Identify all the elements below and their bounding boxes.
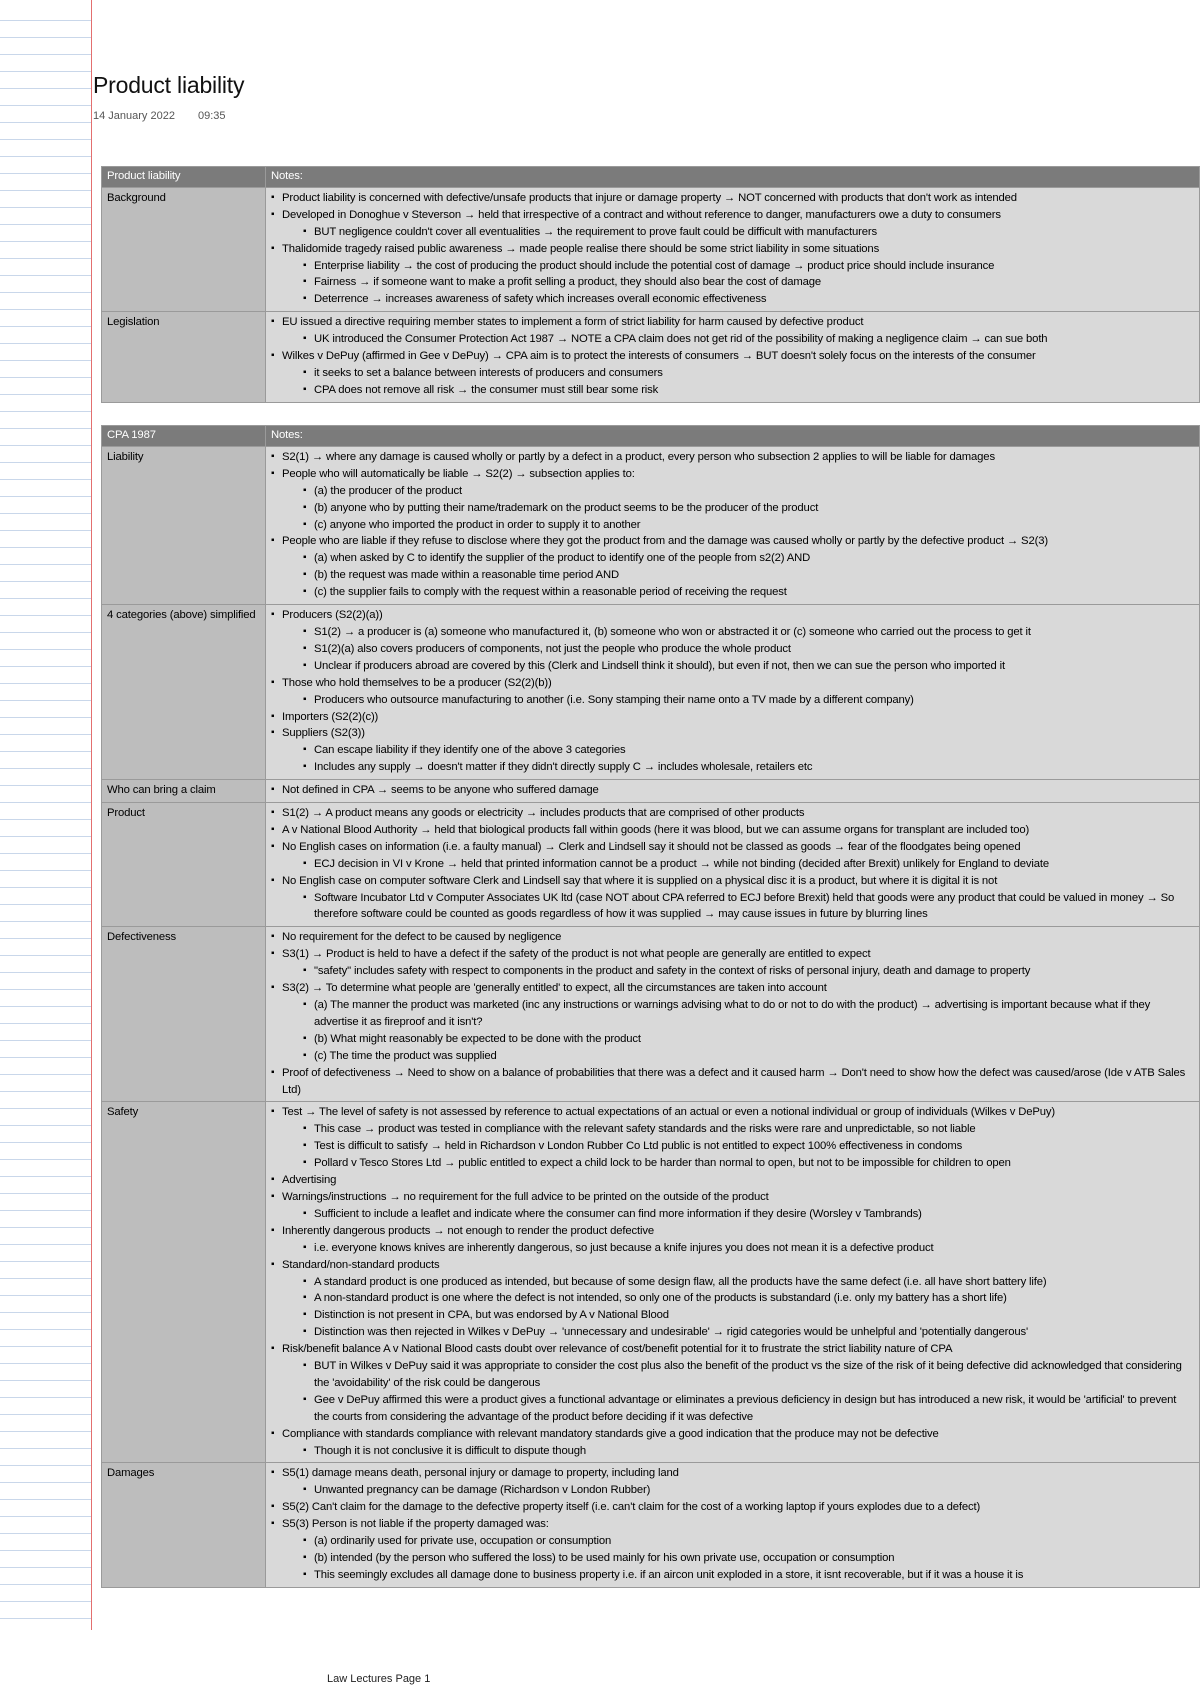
row-label[interactable]: Damages <box>102 1463 266 1587</box>
page-footer: Law Lectures Page 1 <box>327 1673 431 1685</box>
table-row <box>102 446 1200 604</box>
bullet-point: ▪ S3(2) → To determine what people are 'generally entitled' to expect, all the circumstances are taken into account <box>271 980 1194 997</box>
sub-bullet-point: ▪ BUT in Wilkes v DePuy said it was appropriate to consider the cost plus also the benefit of the product vs the size of the risk of it being defective did acknowledged that considering the 'avoidability' of the risk could be dangerous <box>303 1358 1194 1392</box>
table-header-topic[interactable]: Product liability <box>102 167 266 188</box>
bullet-point: ▪ Risk/benefit balance A v National Blood casts doubt over relevance of cost/benefit potential for it to frustrate the strict liability nature of CPA <box>271 1341 1194 1358</box>
bullet-point: ▪ EU issued a directive requiring member states to implement a form of strict liability for harm caused by defective product <box>271 314 1194 331</box>
bullet-point: ▪ S5(1) damage means death, personal injury or damage to property, including land <box>271 1465 1194 1482</box>
bullet-point: ▪ S2(1) → where any damage is caused wholly or partly by a defect in a product, every person who subsection 2 applies to will be liable for damages <box>271 449 1194 466</box>
page-time: 09:35 <box>198 110 226 122</box>
notes-table-product-liability <box>101 166 1200 403</box>
table-header-notes[interactable]: Notes: <box>266 167 1200 188</box>
sub-bullet-point: ▪ Sufficient to include a leaflet and indicate where the consumer can find more information if they desire (Worsley v Tambrands) <box>303 1206 1194 1223</box>
sub-bullet-point: ▪ Though it is not conclusive it is difficult to dispute though <box>303 1443 1194 1460</box>
table-header-row <box>102 426 1200 447</box>
sub-bullet-point: ▪ (c) the supplier fails to comply with the request within a reasonable period of receiving the request <box>303 584 1194 601</box>
sub-bullet-point: ▪ Pollard v Tesco Stores Ltd → public entitled to expect a child lock to be harder than normal to open, but not to be impossible for children to open <box>303 1155 1194 1172</box>
bullet-point: ▪ No English case on computer software Clerk and Lindsell say that where it is supplied on a physical disc it is a product, but where it is digital it is not <box>271 873 1194 890</box>
bullet-point: ▪ S5(2) Can't claim for the damage to the defective property itself (i.e. can't claim for the cost of a working laptop if yours explodes due to a defect) <box>271 1499 1194 1516</box>
bullet-point: ▪ People who will automatically be liable → S2(2) → subsection applies to: <box>271 466 1194 483</box>
bullet-point: ▪ Product liability is concerned with defective/unsafe products that injure or damage property → NOT concerned with products that don't work as intended <box>271 190 1194 207</box>
table-row <box>102 1102 1200 1463</box>
red-margin-line <box>91 0 92 1630</box>
page-timestamp <box>93 110 226 122</box>
sub-bullet-point: ▪ Software Incubator Ltd v Computer Associates UK ltd (case NOT about CPA referred to ECJ before Brexit) held that goods were any product that could be valued in money → So therefore software could be counted as goods regardless of how it was supplied → may cause issues in future by blurring lines <box>303 890 1194 924</box>
row-label[interactable]: Legislation <box>102 312 266 403</box>
table-row <box>102 780 1200 803</box>
row-label[interactable]: Safety <box>102 1102 266 1463</box>
sub-bullet-point: ▪ Enterprise liability → the cost of producing the product should include the potential cost of damage → product price should include insurance <box>303 258 1194 275</box>
table-row <box>102 803 1200 927</box>
sub-bullet-point: ▪ UK introduced the Consumer Protection Act 1987 → NOTE a CPA claim does not get rid of the possibility of making a negligence claim → can sue both <box>303 331 1194 348</box>
sub-bullet-point: ▪ Distinction was then rejected in Wilkes v DePuy → 'unnecessary and undesirable' → rigid categories would be unhelpful and 'potentially dangerous' <box>303 1324 1194 1341</box>
table-header-row <box>102 167 1200 188</box>
sub-bullet-point: ▪ "safety" includes safety with respect to components in the product and safety in the context of risks of personal injury, death and damage to property <box>303 963 1194 980</box>
sub-bullet-point: ▪ Fairness → if someone want to make a profit selling a product, they should also bear the cost of damage <box>303 274 1194 291</box>
bullet-point: ▪ Inherently dangerous products → not enough to render the product defective <box>271 1223 1194 1240</box>
sub-bullet-point: ▪ (b) anyone who by putting their name/trademark on the product seems to be the producer of the product <box>303 500 1194 517</box>
row-label[interactable]: Who can bring a claim <box>102 780 266 803</box>
sub-bullet-point: ▪ BUT negligence couldn't cover all eventualities → the requirement to prove fault could be difficult with manufacturers <box>303 224 1194 241</box>
page-title[interactable]: Product liability <box>93 72 245 98</box>
row-label[interactable]: Background <box>102 187 266 311</box>
sub-bullet-point: ▪ CPA does not remove all risk → the consumer must still bear some risk <box>303 382 1194 399</box>
table-row <box>102 312 1200 403</box>
row-label[interactable]: Product <box>102 803 266 927</box>
page-date: 14 January 2022 <box>93 110 175 122</box>
sub-bullet-point: ▪ (c) The time the product was supplied <box>303 1048 1194 1065</box>
bullet-point: ▪ Wilkes v DePuy (affirmed in Gee v DePuy) → CPA aim is to protect the interests of consumers → BUT doesn't solely focus on the interests of the consumer <box>271 348 1194 365</box>
sub-bullet-point: ▪ Unclear if producers abroad are covered by this (Clerk and Lindsell think it should), but even if not, then we can sue the person who imported it <box>303 658 1194 675</box>
row-label[interactable]: Defectiveness <box>102 927 266 1102</box>
row-notes[interactable] <box>266 312 1200 403</box>
table-row <box>102 605 1200 780</box>
sub-bullet-point: ▪ S1(2) → a producer is (a) someone who manufactured it, (b) someone who won or abstracted it or (c) someone who carried out the process to get it <box>303 624 1194 641</box>
sub-bullet-point: ▪ (a) ordinarily used for private use, occupation or consumption <box>303 1533 1194 1550</box>
bullet-point: ▪ No English cases on information (i.e. a faulty manual) → Clerk and Lindsell say it should not be classed as goods → fear of the floodgates being opened <box>271 839 1194 856</box>
sub-bullet-point: ▪ (a) when asked by C to identify the supplier of the product to identify one of the people from s2(2) AND <box>303 550 1194 567</box>
row-notes[interactable] <box>266 446 1200 604</box>
row-notes[interactable] <box>266 605 1200 780</box>
bullet-point: ▪ Proof of defectiveness → Need to show on a balance of probabilities that there was a defect and it caused harm → Don't need to show how the defect was caused/arose (Ide v ATB Sales Ltd) <box>271 1065 1194 1099</box>
ruled-notebook-margin <box>0 0 92 1630</box>
table-body <box>102 446 1200 1587</box>
sub-bullet-point: ▪ S1(2)(a) also covers producers of components, not just the people who produce the whole product <box>303 641 1194 658</box>
sub-bullet-point: ▪ Deterrence → increases awareness of safety which increases overall economic effectiveness <box>303 291 1194 308</box>
bullet-point: ▪ S3(1) → Product is held to have a defect if the safety of the product is not what people are generally are entitled to expect <box>271 946 1194 963</box>
sub-bullet-point: ▪ (b) the request was made within a reasonable time period AND <box>303 567 1194 584</box>
notes-table-cpa-1987 <box>101 425 1200 1588</box>
row-notes[interactable] <box>266 927 1200 1102</box>
sub-bullet-point: ▪ Distinction is not present in CPA, but was endorsed by A v National Blood <box>303 1307 1194 1324</box>
sub-bullet-point: ▪ Can escape liability if they identify one of the above 3 categories <box>303 742 1194 759</box>
sub-bullet-point: ▪ A non-standard product is one where the defect is not intended, so only one of the products is substandard (i.e. only my battery has a short life) <box>303 1290 1194 1307</box>
sub-bullet-point: ▪ This seemingly excludes all damage done to business property i.e. if an aircon unit exploded in a store, it isnt recoverable, but if it was a house it is <box>303 1567 1194 1584</box>
sub-bullet-point: ▪ i.e. everyone knows knives are inherently dangerous, so just because a knife injures you does not mean it is a defective product <box>303 1240 1194 1257</box>
sub-bullet-point: ▪ ECJ decision in VI v Krone → held that printed information cannot be a product → while not binding (decided after Brexit) unlikely for England to deviate <box>303 856 1194 873</box>
sub-bullet-point: ▪ (c) anyone who imported the product in order to supply it to another <box>303 517 1194 534</box>
sub-bullet-point: ▪ (b) intended (by the person who suffered the loss) to be used mainly for his own private use, occupation or consumption <box>303 1550 1194 1567</box>
bullet-point: ▪ Warnings/instructions → no requirement for the full advice to be printed on the outside of the product <box>271 1189 1194 1206</box>
bullet-point: ▪ Those who hold themselves to be a producer (S2(2)(b)) <box>271 675 1194 692</box>
bullet-point: ▪ Thalidomide tragedy raised public awareness → made people realise there should be some strict liability in some situations <box>271 241 1194 258</box>
table-row <box>102 1463 1200 1587</box>
table-body <box>102 187 1200 402</box>
sub-bullet-point: ▪ (a) the producer of the product <box>303 483 1194 500</box>
sub-bullet-point: ▪ A standard product is one produced as intended, but because of some design flaw, all the products have the same defect (i.e. all have short battery life) <box>303 1274 1194 1291</box>
bullet-point: ▪ Standard/non-standard products <box>271 1257 1194 1274</box>
sub-bullet-point: ▪ it seeks to set a balance between interests of producers and consumers <box>303 365 1194 382</box>
sub-bullet-point: ▪ Test is difficult to satisfy → held in Richardson v London Rubber Co Ltd public is not entitled to expect 100% effectiveness in condoms <box>303 1138 1194 1155</box>
bullet-point: ▪ Suppliers (S2(3)) <box>271 725 1194 742</box>
bullet-point: ▪ Importers (S2(2)(c)) <box>271 709 1194 726</box>
table-header-notes[interactable]: Notes: <box>266 426 1200 447</box>
row-notes[interactable] <box>266 1463 1200 1587</box>
row-label[interactable]: Liability <box>102 446 266 604</box>
row-notes[interactable] <box>266 780 1200 803</box>
table-header-topic[interactable]: CPA 1987 <box>102 426 266 447</box>
sub-bullet-point: ▪ (a) The manner the product was marketed (inc any instructions or warnings advising what to do or not to do with the product) → advertising is important because what if they advertise it as fireproof and it isn't? <box>303 997 1194 1031</box>
bullet-point: ▪ Advertising <box>271 1172 1194 1189</box>
row-notes[interactable] <box>266 803 1200 927</box>
bullet-point: ▪ Compliance with standards compliance with relevant mandatory standards give a good indication that the produce may not be defective <box>271 1426 1194 1443</box>
sub-bullet-point: ▪ (b) What might reasonably be expected to be done with the product <box>303 1031 1194 1048</box>
sub-bullet-point: ▪ Gee v DePuy affirmed this were a product gives a functional advantage or eliminates a previous deficiency in design but has introduced a new risk, it would be 'artificial' to prevent the courts from considering the advantage of the product before deciding if it was defective <box>303 1392 1194 1426</box>
sub-bullet-point: ▪ Unwanted pregnancy can be damage (Richardson v London Rubber) <box>303 1482 1194 1499</box>
bullet-point: ▪ Not defined in CPA → seems to be anyone who suffered damage <box>271 782 1194 799</box>
row-notes[interactable] <box>266 1102 1200 1463</box>
sub-bullet-point: ▪ Producers who outsource manufacturing to another (i.e. Sony stamping their name onto a TV made by a different company) <box>303 692 1194 709</box>
sub-bullet-point: ▪ Includes any supply → doesn't matter if they didn't directly supply C → includes wholesale, retailers etc <box>303 759 1194 776</box>
bullet-point: ▪ S5(3) Person is not liable if the property damaged was: <box>271 1516 1194 1533</box>
bullet-point: ▪ Producers (S2(2)(a)) <box>271 607 1194 624</box>
bullet-point: ▪ A v National Blood Authority → held that biological products fall within goods (here it was blood, but we can assume organs for transplant are included too) <box>271 822 1194 839</box>
table-row <box>102 927 1200 1102</box>
row-notes[interactable] <box>266 187 1200 311</box>
bullet-point: ▪ Developed in Donoghue v Steverson → held that irrespective of a contract and without reference to danger, manufacturers owe a duty to consumers <box>271 207 1194 224</box>
bullet-point: ▪ S1(2) → A product means any goods or electricity → includes products that are comprised of other products <box>271 805 1194 822</box>
bullet-point: ▪ No requirement for the defect to be caused by negligence <box>271 929 1194 946</box>
table-row <box>102 187 1200 311</box>
bullet-point: ▪ People who are liable if they refuse to disclose where they got the product from and the damage was caused wholly or partly by the defective product → S2(3) <box>271 533 1194 550</box>
sub-bullet-point: ▪ This case → product was tested in compliance with the relevant safety standards and the risks were rare and unpredictable, so not liable <box>303 1121 1194 1138</box>
row-label[interactable]: 4 categories (above) simplified <box>102 605 266 780</box>
bullet-point: ▪ Test → The level of safety is not assessed by reference to actual expectations of an actual or even a notional individual or group of individuals (Wilkes v DePuy) <box>271 1104 1194 1121</box>
